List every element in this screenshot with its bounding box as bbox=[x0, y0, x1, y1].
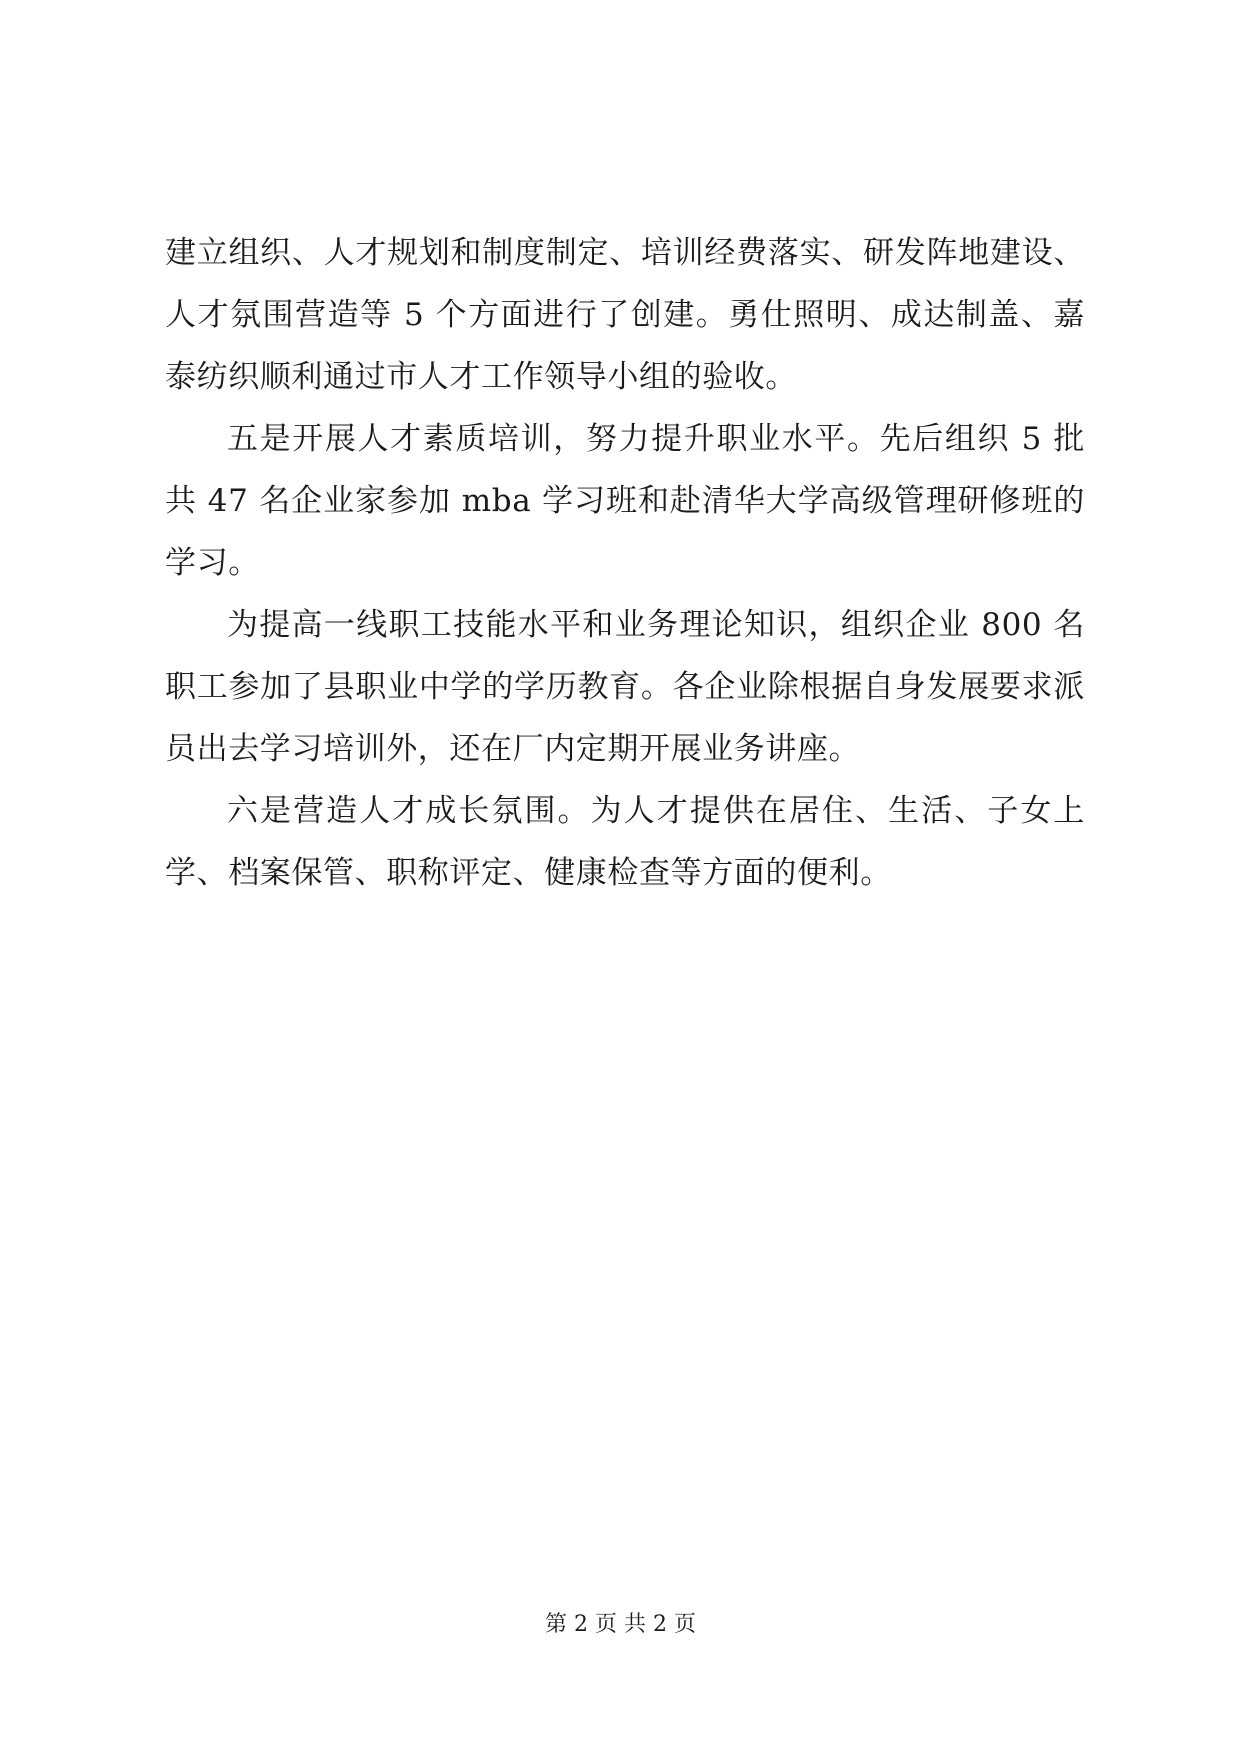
document-body bbox=[165, 222, 1085, 904]
page-number-footer: 第 2 页 共 2 页 bbox=[545, 1612, 696, 1637]
paragraph-talent-training: 五是开展人才素质培训，努力提升职业水平。先后组织 5 批共 47 名企业家参加 mba 学习班和赴清华大学高级管理研修班的学习。 bbox=[165, 421, 1085, 581]
paragraph-worker-education: 为提高一线职工技能水平和业务理论知识，组织企业 800 名职工参加了县职业中学的学历教育。各企业除根据自身发展要求派员出去学习培训外，还在厂内定期开展业务讲座。 bbox=[165, 607, 1085, 767]
paragraph-continuation: 建立组织、人才规划和制度制定、培训经费落实、研发阵地建设、人才氛围营造等 5 个方面进行了创建。勇仕照明、成达制盖、嘉泰纺织顺利通过市人才工作领导小组的验收。 bbox=[165, 235, 1085, 395]
paragraph-talent-atmosphere: 六是营造人才成长氛围。为人才提供在居住、生活、子女上学、档案保管、职称评定、健康检查等方面的便利。 bbox=[165, 793, 1085, 891]
